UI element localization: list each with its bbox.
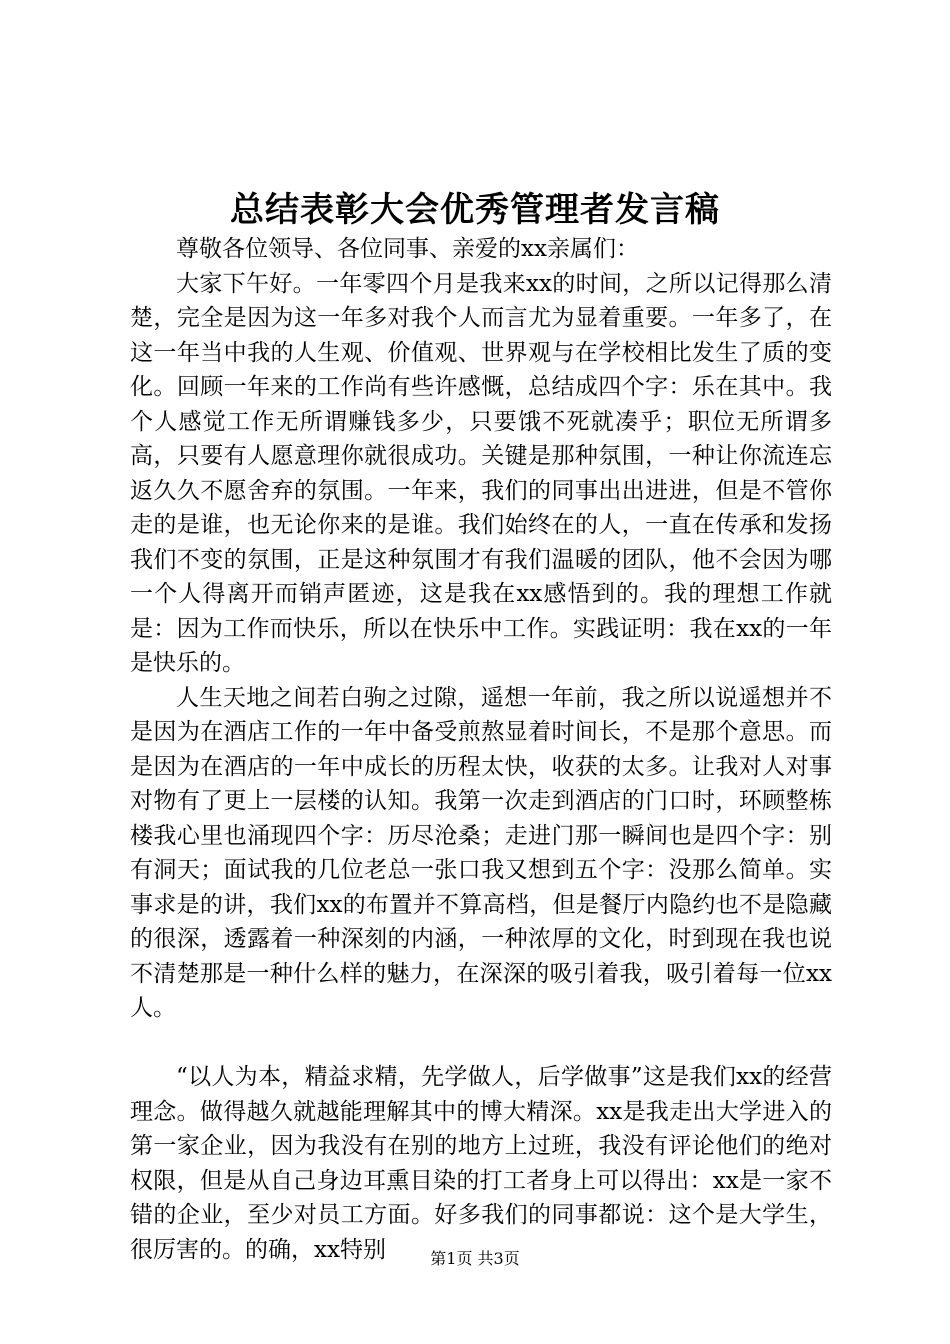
salutation-paragraph: 尊敬各位领导、各位同事、亲爱的xx亲属们： xyxy=(176,236,639,262)
body-paragraph: 人生天地之间若白驹之过隙，遥想一年前，我之所以说遥想并不是因为在酒店工作的一年中备受煎熬显着时间长，不是那个意思。而是因为在酒店的一年中成长的历程太快，收获的太多。让我对人对事对物有了更上一层楼的认知。我第一次走到酒店的门口时，环顾整栋楼我心里也涌现四个字：历尽沧桑；走进门那一瞬间也是四个字：别有洞天；面试我的几位老总一张口我又想到五个字：没那么简单。实事求是的讲，我们xx的布置并不算高档，但是餐厅内隐约也不是隐藏的很深，透露着一种深刻的内涵，一种浓厚的文化，时到现在我也说不清楚那是一种什么样的魅力，在深深的吸引着我，吸引着每一位xx人。 xyxy=(130,684,832,1021)
body-paragraph: 大家下午好。一年零四个月是我来xx的时间，之所以记得那么清楚，完全是因为这一年多对我个人而言尤为显着重要。一年多了，在这一年当中我的人生观、价值观、世界观与在学校相比发生了质的变化。回顾一年来的工作尚有些许感慨，总结成四个字：乐在其中。我个人感觉工作无所谓赚钱多少，只要饿不死就凑乎；职位无所谓多高，只要有人愿意理你就很成功。关键是那种氛围，一种让你流连忘返久久不愿舍弃的氛围。一年来，我们的同事出出进进，但是不管你走的是谁，也无论你来的是谁。我们始终在的人，一直在传承和发扬我们不变的氛围，正是这种氛围才有我们温暖的团队，他不会因为哪一个人得离开而销声匿迹，这是我在xx感悟到的。我的理想工作就是：因为工作而快乐，所以在快乐中工作。实践证明：我在xx的一年是快乐的。 xyxy=(130,270,832,676)
page-number: 第1页 共3页 xyxy=(430,1249,520,1268)
document-body xyxy=(130,232,832,1267)
document-title: 总结表彰大会优秀管理者发言稿 xyxy=(230,190,720,230)
page-footer xyxy=(0,1248,950,1270)
body-paragraph: “以人为本，精益求精，先学做人，后学做事”这是我们xx的经营理念。做得越久就越能理解其中的博大精深。xx是我走出大学进入的第一家企业，因为我没有在别的地方上过班，我没有评论他们的绝对权限，但是从自己身边耳熏目染的打工者身上可以得出：xx是一家不错的企业，至少对员工方面。好多我们的同事都说：这个是大学生，很厉害的。的确，xx特别 xyxy=(130,1064,832,1263)
